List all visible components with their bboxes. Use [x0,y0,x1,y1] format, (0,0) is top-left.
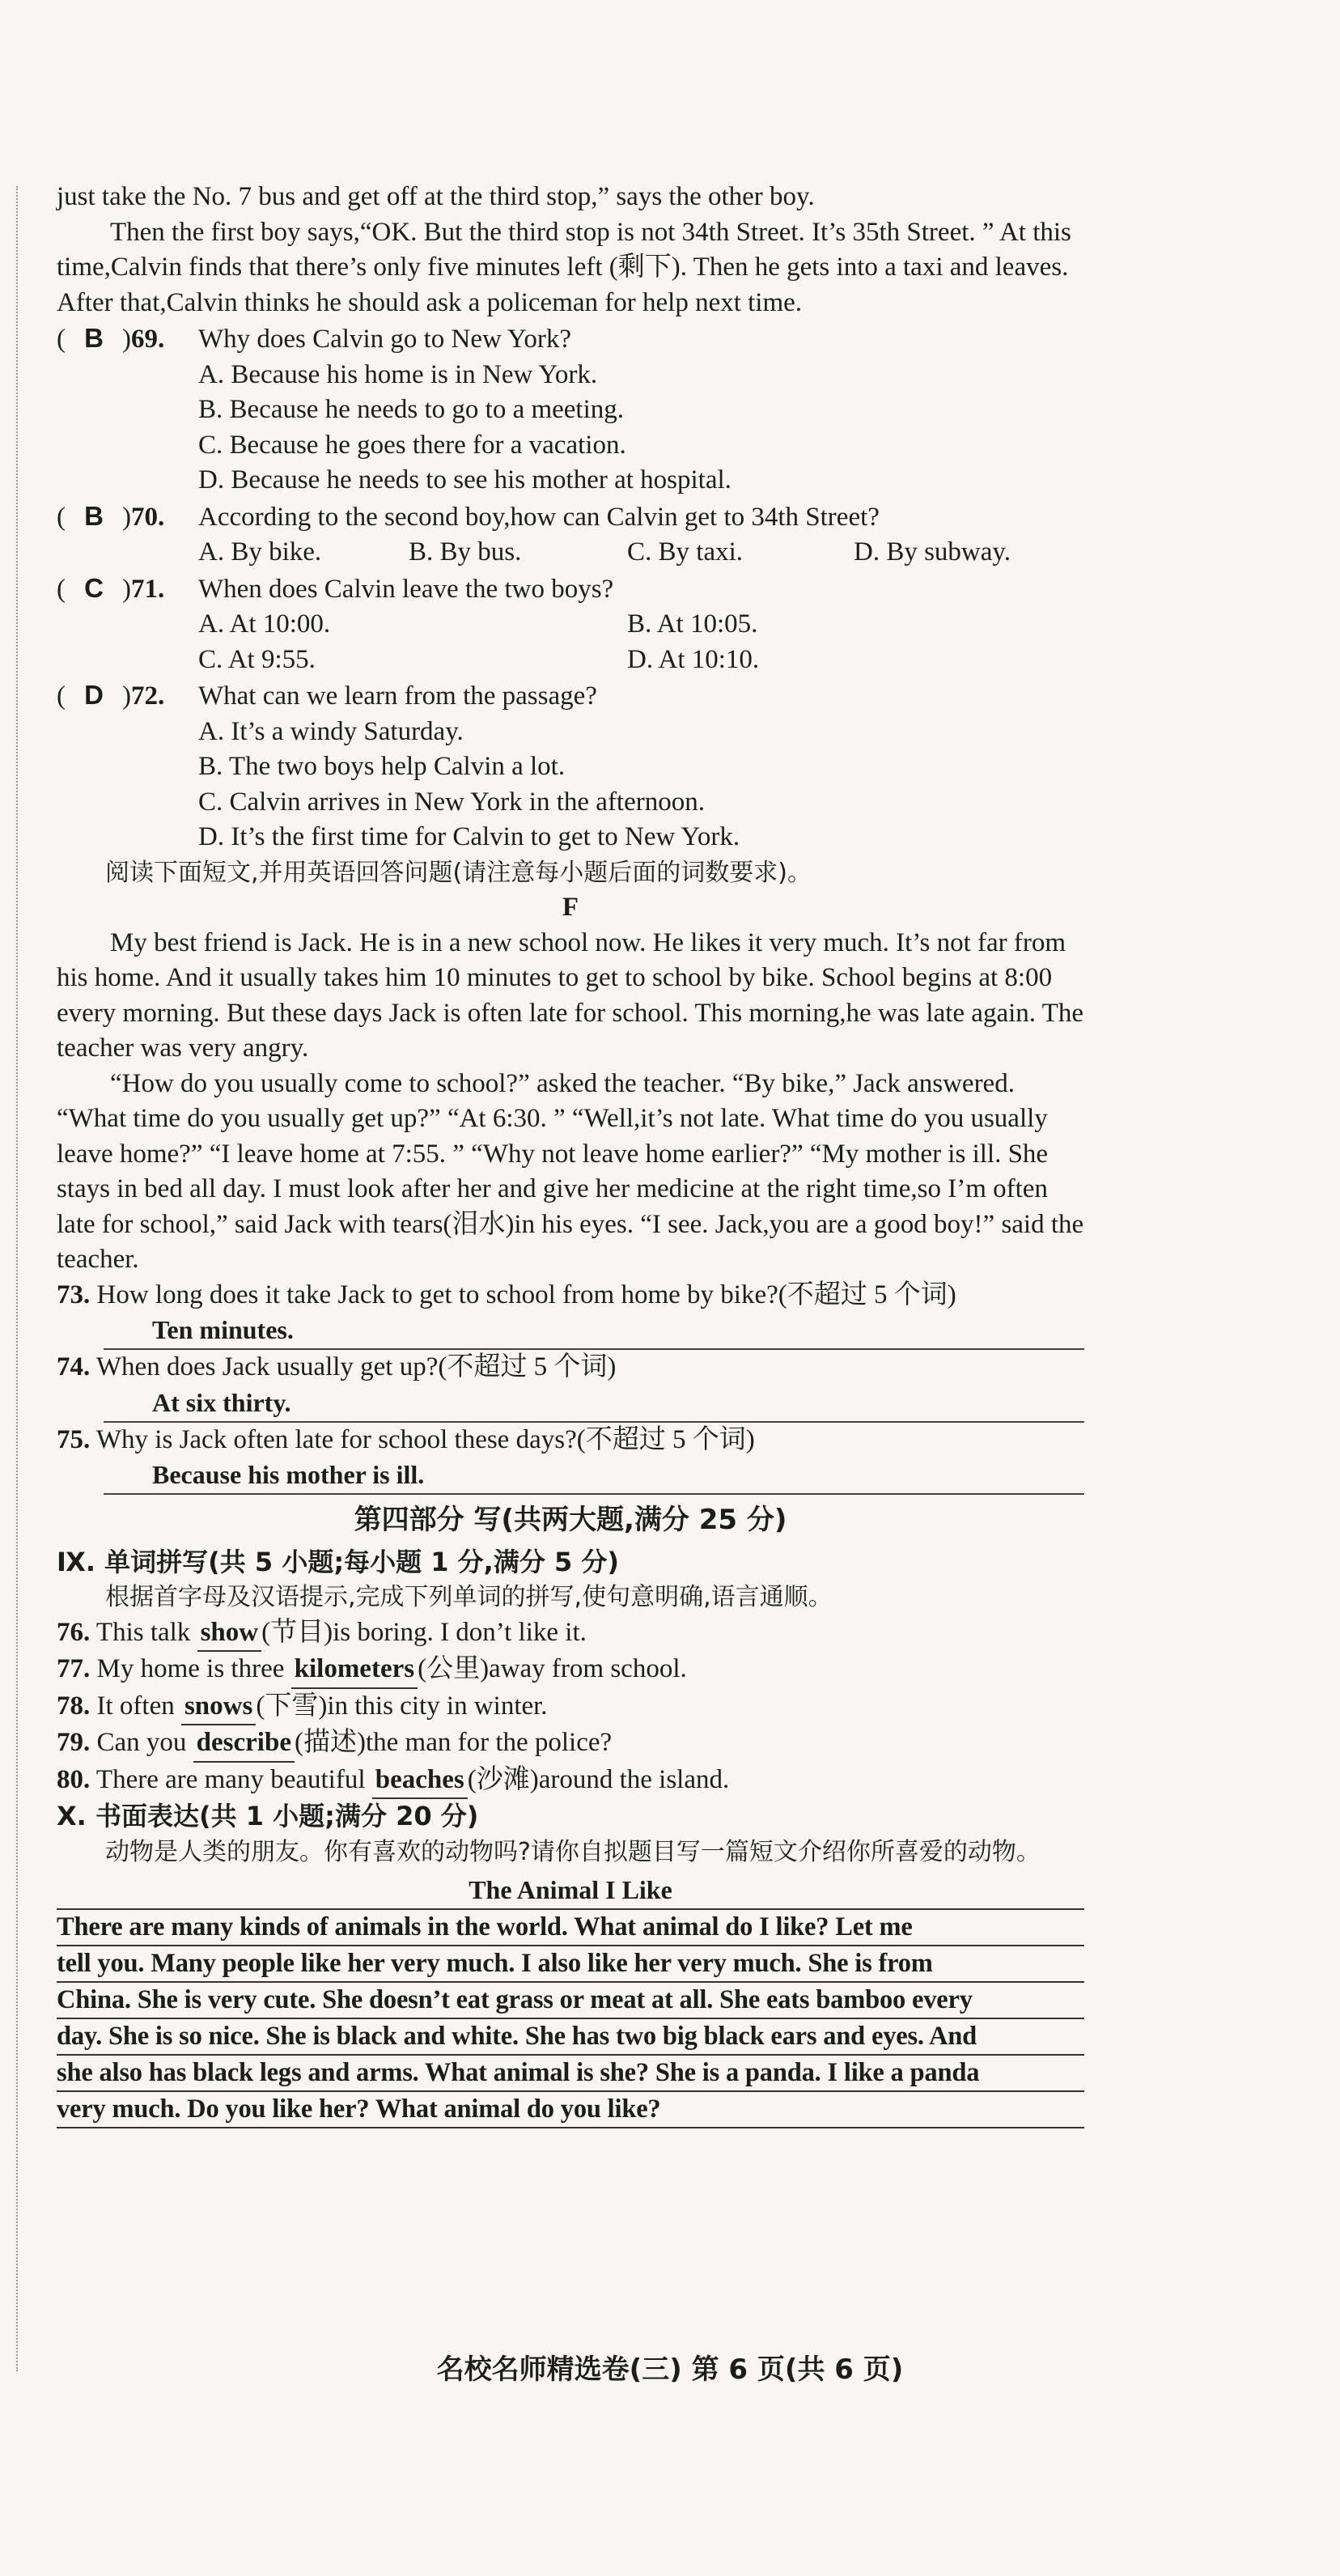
question-text: When does Calvin leave the two boys? [198,574,614,604]
section-title: Ⅹ. 书面表达(共 1 小题;满分 20 分) [57,1801,479,1831]
filled-blank: show [197,1615,262,1653]
question-71 [57,571,1084,608]
essay-body [57,1908,1084,2128]
written-answer: Ten minutes. [152,1315,294,1344]
question-72 [57,677,1084,715]
question-text: Why does Calvin go to New York? [198,325,572,354]
answer-line [104,1386,1084,1423]
answer-bracket: ( C )71. [57,571,198,608]
filled-blank: beaches [372,1763,468,1800]
question-69 [57,320,1084,358]
question-number: 72. [131,681,165,711]
question-74 [57,1350,1084,1386]
filled-blank: describe [193,1725,295,1763]
option: D. At 10:10. [627,644,760,674]
option: B. By bus. [409,537,522,567]
answer-choice: B [84,500,104,531]
question-number: 79. [57,1728,91,1757]
answer-choice: C [84,572,104,603]
spelling-item-80 [57,1763,1084,1800]
question-text: Why is Jack often late for school these days?(不超过 5 个词) [95,1424,755,1454]
sentence-text: (下雪)in this city in winter. [256,1691,548,1721]
spelling-item-79 [57,1725,1084,1763]
spelling-item-76 [57,1615,1084,1653]
section-instruction: 动物是人类的朋友。你有喜欢的动物吗?请你自拟题目写一篇短文介绍你所喜爱的动物。 [105,1837,1041,1866]
option: A. Because his home is in New York. [198,359,598,389]
section-letter: F [562,893,579,922]
answer-bracket: ( D )72. [57,677,198,715]
question-number: 76. [57,1617,91,1647]
passage-paragraph: “How do you usually come to school?” asked the teacher. “By bike,” Jack answered. “What time do you usually get up?” “At 6:30. ” “Well,it’s not late. What time do you usually leave home?” “I leave home at 7:55. ” “Why not leave home earlier?” “My mother is ill. She stays in bed all day. I must look after her and give her medicine at the right time,so I’m often late for school,” said Jack with tears(泪水)in his eyes. “I see. Jack,you are a good boy!” said the teacher. [57,1068,1084,1274]
option: B. At 10:05. [627,609,758,639]
margin-dotted-line [16,186,18,2371]
essay-line: she also has black legs and arms. What animal is she? She is a panda. I like a panda [57,2056,1084,2092]
sentence-text: My home is three [96,1654,291,1683]
option: D. By subway. [854,537,1011,567]
options-row [57,643,1084,678]
sentence-text: (沙滩)around the island. [467,1764,730,1794]
question-number: 75. [57,1424,91,1454]
sentence-text: (描述)the man for the police? [294,1728,613,1757]
question-text: When does Jack usually get up?(不超过 5 个词) [95,1352,617,1381]
spelling-item-78 [57,1689,1084,1726]
written-answer: Because his mother is ill. [152,1460,425,1489]
question-text: How long does it take Jack to get to school from home by bike?(不超过 5 个词) [96,1280,956,1309]
sentence-text: (公里)away from school. [418,1654,687,1683]
option: A. By bike. [198,537,322,567]
question-number: 70. [131,502,165,532]
passage-paragraph: Then the first boy says,“OK. But the third stop is not 34th Street. It’s 35th Street. ” At this time,Calvin finds that there’s only five minutes left (剩下). Then he gets into a taxi and leaves. After that,Calvin thinks he should ask a policeman for help next time. [57,217,1071,317]
essay-line: China. She is very cute. She doesn’t eat grass or meat at all. She eats bamboo every [57,1983,1084,2019]
question-text: What can we learn from the passage? [198,681,597,711]
essay-line: There are many kinds of animals in the world. What animal do I like? Let me [57,1910,1084,1946]
question-text: According to the second boy,how can Calvin get to 34th Street? [198,502,880,532]
option: A. It’s a windy Saturday. [198,716,464,746]
question-number: 73. [57,1280,91,1309]
written-answer: At six thirty. [152,1387,291,1417]
sentence-text: This talk [95,1617,197,1647]
answer-bracket: ( B )69. [57,320,198,358]
option: B. Because he needs to go to a meeting. [198,395,625,424]
essay-line: tell you. Many people like her very much. I also like her very much. She is from [57,1946,1084,1983]
page-content [57,180,1084,2128]
filled-blank: kilometers [291,1652,418,1689]
answer-line [104,1313,1084,1350]
answer-line [104,1458,1084,1495]
option: C. Because he goes there for a vacation. [198,430,626,460]
sentence-text: It often [96,1691,181,1721]
answer-choice: D [84,680,104,710]
options-row [57,607,1084,643]
essay-line: day. She is so nice. She is black and white. She has two big black ears and eyes. And [57,2019,1084,2056]
option: D. Because he needs to see his mother at hospital. [198,465,731,494]
question-number: 80. [57,1764,91,1794]
option: C. At 9:55. [198,644,316,674]
passage-line: just take the No. 7 bus and get off at the third stop,” says the other boy. [57,182,815,211]
question-number: 78. [57,1691,91,1721]
sentence-text: There are many beautiful [95,1764,372,1794]
passage-paragraph: My best friend is Jack. He is in a new school now. He likes it very much. It’s not far from his home. And it usually takes him 10 minutes to get to school by bike. School begins at 8:00 every morning. But these days Jack is often late for school. This morning,he was late again. The teacher was very angry. [57,927,1083,1063]
essay-title: The Animal I Like [469,1875,672,1904]
question-number: 77. [57,1654,91,1683]
sentence-text: (节目)is boring. I don’t like it. [261,1617,587,1647]
section-instruction: 根据首字母及汉语提示,完成下列单词的拼写,使句意明确,语言通顺。 [105,1583,833,1611]
section-instruction: 阅读下面短文,并用英语回答问题(请注意每小题后面的词数要求)。 [105,858,812,887]
option: C. By taxi. [627,537,744,567]
filled-blank: snows [181,1689,256,1726]
sentence-text: Can you [96,1728,193,1757]
question-75 [57,1423,1084,1458]
options-row [57,535,1084,571]
option: B. The two boys help Calvin a lot. [198,752,566,781]
answer-bracket: ( B )70. [57,499,198,536]
spelling-item-77 [57,1652,1084,1689]
option: C. Calvin arrives in New York in the afternoon. [198,787,705,817]
question-number: 69. [131,325,165,354]
answer-choice: B [84,323,104,353]
question-number: 74. [57,1352,91,1381]
part-title: 第四部分 写(共两大题,满分 25 分) [354,1504,787,1536]
option: A. At 10:00. [198,609,331,639]
page-footer: 名校名师精选卷(三) 第 6 页(共 6 页) [436,2353,904,2386]
question-73 [57,1278,1084,1313]
question-number: 71. [131,574,165,604]
section-title: Ⅸ. 单词拼写(共 5 小题;每小题 1 分,满分 5 分) [57,1546,620,1577]
essay-line: very much. Do you like her? What animal do you like? [57,2092,1084,2128]
question-70 [57,499,1084,536]
option: D. It’s the first time for Calvin to get to New York. [198,822,740,851]
